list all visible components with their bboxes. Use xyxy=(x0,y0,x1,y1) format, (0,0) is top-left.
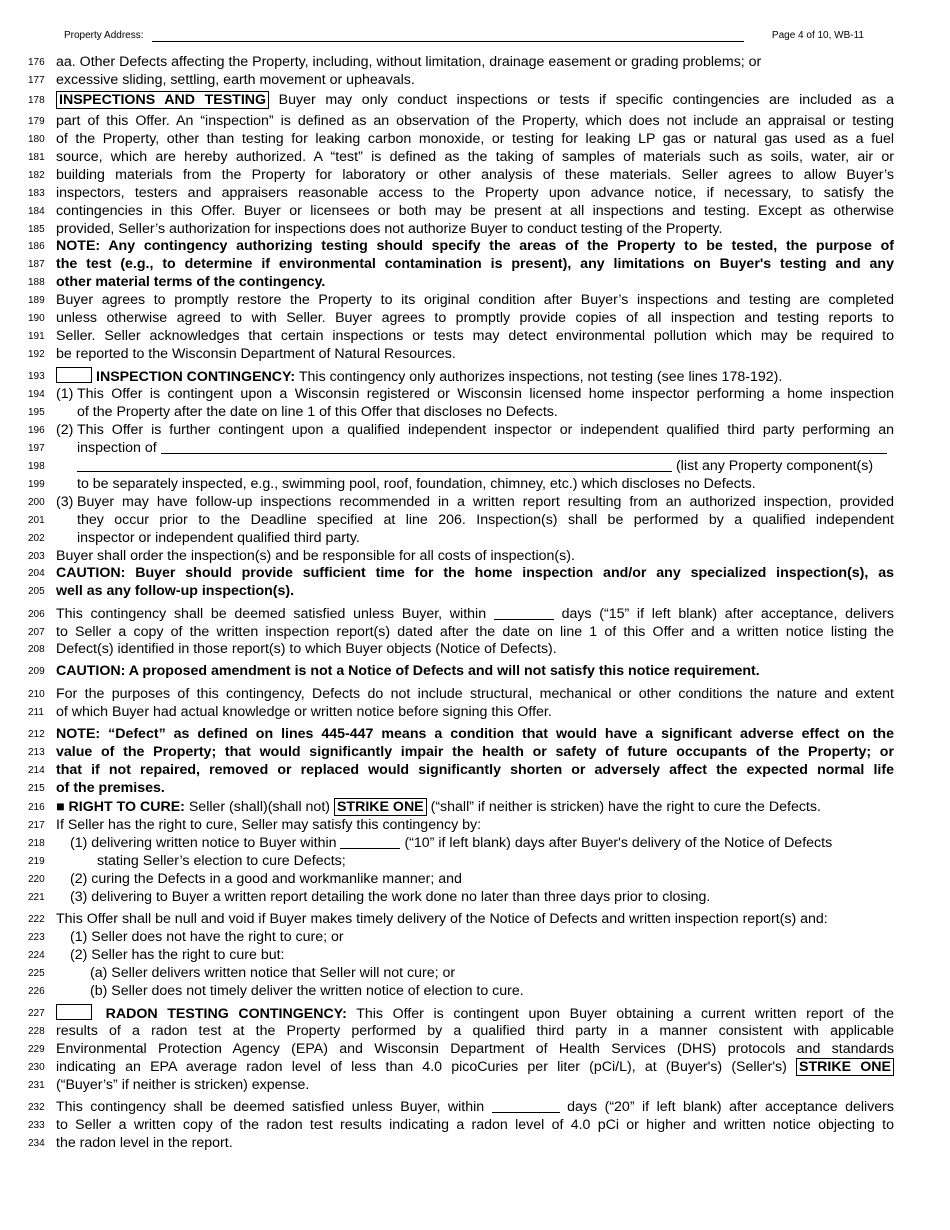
form-line xyxy=(0,71,950,89)
line-number: 223 xyxy=(28,932,45,943)
form-line xyxy=(0,1004,950,1022)
form-line xyxy=(0,816,950,834)
form-line xyxy=(0,421,950,439)
caution-text: CAUTION: Buyer should provide sufficient time for the home inspection and/or any specialized inspection(s), as xyxy=(56,565,894,581)
line-text: (2) This Offer is further contingent upon a qualified independent inspector or independent qualified third party performing an xyxy=(56,422,894,438)
line-text: (a) Seller delivers written notice that Seller will not cure; or xyxy=(90,965,456,981)
line-text: of which Buyer had actual knowledge or written notice before signing this Offer. xyxy=(56,704,552,720)
form-line xyxy=(0,237,950,255)
form-line xyxy=(0,1076,950,1094)
line-number: 215 xyxy=(28,783,45,794)
line-text: INSPECTION CONTINGENCY: This contingency only authorizes inspections, not testing (see lines 178-192). xyxy=(56,367,894,386)
line-text: to Seller a written copy of the radon test results indicating a radon level of 4.0 pCi or higher and written notice objecting to xyxy=(56,1117,894,1133)
right-to-cure-heading: ■ RIGHT TO CURE: xyxy=(56,799,185,815)
inspection-contingency-checkbox[interactable] xyxy=(56,367,92,383)
line-number: 208 xyxy=(28,644,45,655)
line-number: 203 xyxy=(28,551,45,562)
line-number: 194 xyxy=(28,389,45,400)
form-line xyxy=(0,703,950,721)
form-line xyxy=(0,367,950,385)
form-line xyxy=(0,928,950,946)
line-number: 184 xyxy=(28,206,45,217)
line-number: 200 xyxy=(28,497,45,508)
note-text: of the premises. xyxy=(56,780,165,796)
line-text: part of this Offer. An “inspection” is defined as an observation of the Property, which does not include an appraisal or testing xyxy=(56,113,894,129)
inspection-deadline-days-field[interactable] xyxy=(494,606,554,620)
form-line xyxy=(0,888,950,906)
line-text: of the Property, other than testing for leaking carbon monoxide, or testing for leaking LP gas or natural gas used as a fuel xyxy=(56,131,894,147)
form-line xyxy=(0,964,950,982)
form-line xyxy=(0,91,950,109)
page-number: Page 4 of 10, WB-11 xyxy=(771,30,864,41)
line-number: 176 xyxy=(28,57,45,68)
inspection-components-field[interactable] xyxy=(77,458,672,472)
line-number: 185 xyxy=(28,224,45,235)
radon-contingency-checkbox[interactable] xyxy=(56,1004,92,1020)
line-number: 210 xyxy=(28,689,45,700)
caution-text: well as any follow-up inspection(s). xyxy=(56,583,295,599)
note-text: value of the Property; that would significantly impair the health or safety of future occupants of the Property; or xyxy=(56,744,894,760)
line-text: ■ RIGHT TO CURE: Seller (shall)(shall not) STRIKE ONE (“shall” if neither is stricken) have the right to cure the Defects. xyxy=(56,799,821,815)
line-text: (list any Property component(s) xyxy=(77,457,894,475)
line-text: stating Seller’s election to cure Defects; xyxy=(97,853,346,869)
form-line xyxy=(0,385,950,403)
line-number: 233 xyxy=(28,1120,45,1131)
line-number: 181 xyxy=(28,152,45,163)
form-line xyxy=(0,327,950,345)
form-line xyxy=(0,493,950,511)
line-number: 189 xyxy=(28,295,45,306)
line-text: Defect(s) identified in those report(s) to which Buyer objects (Notice of Defects). xyxy=(56,641,557,657)
form-line xyxy=(0,130,950,148)
line-number: 206 xyxy=(28,609,45,620)
line-text: (“Buyer’s” if neither is stricken) expense. xyxy=(56,1077,310,1093)
line-number: 219 xyxy=(28,856,45,867)
line-number: 227 xyxy=(28,1008,45,1019)
property-address-field[interactable] xyxy=(152,41,744,42)
line-number: 221 xyxy=(28,892,45,903)
line-number: 188 xyxy=(28,277,45,288)
line-text: RADON TESTING CONTINGENCY: This Offer is contingent upon Buyer obtaining a current written report of the xyxy=(56,1004,894,1023)
line-number: 229 xyxy=(28,1044,45,1055)
line-number: 231 xyxy=(28,1080,45,1091)
line-text: the radon level in the report. xyxy=(56,1135,233,1151)
form-line xyxy=(0,605,950,623)
line-text: building materials from the Property for laboratory or other analysis of these materials. Seller agrees to allow Buyer’s xyxy=(56,167,894,183)
note-text: that if not repaired, removed or replaced would significantly shorten or adversely affect the expected normal life xyxy=(56,762,894,778)
line-text: (3) Buyer may have follow-up inspections recommended in a written report resulting from an authorized inspection, provided xyxy=(56,494,894,510)
line-text: (1) delivering written notice to Buyer within (“10” if left blank) days after Buyer's delivery of the Notice of Defects xyxy=(70,835,833,851)
line-text: (2) Seller has the right to cure but: xyxy=(70,947,285,963)
line-text: This contingency shall be deemed satisfied unless Buyer, within days (“15” if left blank) after acceptance, delivers xyxy=(56,606,894,622)
form-line xyxy=(0,345,950,363)
form-line xyxy=(0,743,950,761)
form-line xyxy=(0,529,950,547)
line-number: 201 xyxy=(28,515,45,526)
line-text: they occur prior to the Deadline specified at line 206. Inspection(s) shall be performed by a qualified independent xyxy=(77,512,894,528)
line-number: 207 xyxy=(28,627,45,638)
note-text: NOTE: “Defect” as defined on lines 445-447 means a condition that would have a significant adverse effect on the xyxy=(56,726,894,742)
line-number: 226 xyxy=(28,986,45,997)
line-number: 204 xyxy=(28,568,45,579)
line-number: 191 xyxy=(28,331,45,342)
line-number: 187 xyxy=(28,259,45,270)
line-text: (2) curing the Defects in a good and workmanlike manner; and xyxy=(70,871,462,887)
line-text: unless otherwise agreed to with Seller. Buyer agrees to promptly provide copies of all inspection and testing reports to xyxy=(56,310,894,326)
form-line xyxy=(0,1134,950,1152)
line-text: If Seller has the right to cure, Seller may satisfy this contingency by: xyxy=(56,817,482,833)
form-line xyxy=(0,725,950,743)
strike-one-label: STRIKE ONE xyxy=(334,798,427,816)
line-text: Buyer shall order the inspection(s) and be responsible for all costs of inspection(s). xyxy=(56,548,575,564)
form-line xyxy=(0,475,950,493)
line-number: 214 xyxy=(28,765,45,776)
line-text: (1) Seller does not have the right to cure; or xyxy=(70,929,344,945)
note-text: the test (e.g., to determine if environmental contamination is present), any limitations on Buyer's testing and any xyxy=(56,256,894,272)
line-text: contingencies in this Offer. Buyer or licensees or both may be present at all inspections and testing. Except as otherwise xyxy=(56,203,894,219)
form-line xyxy=(0,982,950,1000)
line-number: 186 xyxy=(28,241,45,252)
line-number: 234 xyxy=(28,1138,45,1149)
form-line xyxy=(0,273,950,291)
form-line xyxy=(0,309,950,327)
line-number: 217 xyxy=(28,820,45,831)
line-number: 211 xyxy=(28,707,44,718)
note-text: other material terms of the contingency. xyxy=(56,274,326,290)
line-text: be reported to the Wisconsin Department of Natural Resources. xyxy=(56,346,456,362)
contingency-heading: INSPECTION CONTINGENCY: xyxy=(96,369,296,385)
line-number: 192 xyxy=(28,349,45,360)
line-text: Seller. Seller acknowledges that certain inspections or tests may detect environmental pollution which may be required to xyxy=(56,328,894,344)
form-line xyxy=(0,798,950,816)
form-line xyxy=(0,1116,950,1134)
line-number: 224 xyxy=(28,950,45,961)
line-number: 190 xyxy=(28,313,45,324)
form-line xyxy=(0,403,950,421)
line-text: provided, Seller’s authorization for inspections does not authorize Buyer to conduct testing of the Property. xyxy=(56,221,723,237)
line-text: of the Property after the date on line 1 of this Offer that discloses no Defects. xyxy=(77,404,558,420)
line-text: indicating an EPA average radon level of less than 4.0 picoCuries per liter (pCi/L), at (Buyer's) (Seller's) STRIKE ONE xyxy=(56,1058,894,1076)
form-line xyxy=(0,779,950,797)
line-number: 183 xyxy=(28,188,45,199)
line-number: 177 xyxy=(28,75,45,86)
form-line xyxy=(0,148,950,166)
line-text: to be separately inspected, e.g., swimming pool, roof, foundation, chimney, etc.) which discloses no Defects. xyxy=(77,476,756,492)
line-number: 212 xyxy=(28,729,45,740)
page-header xyxy=(64,30,864,44)
line-text: inspector or independent qualified third party. xyxy=(77,530,360,546)
form-line xyxy=(0,946,950,964)
line-text: to Seller a copy of the written inspection report(s) dated after the date on line 1 of this Offer and a written notice listing the xyxy=(56,624,894,640)
line-text: source, which are hereby authorized. A “test” is defined as the taking of samples of materials such as soils, water, air or xyxy=(56,149,894,165)
form-line xyxy=(0,582,950,600)
line-number: 197 xyxy=(28,443,45,454)
form-line xyxy=(0,834,950,852)
line-text: (3) delivering to Buyer a written report detailing the work done no later than three days prior to closing. xyxy=(70,889,711,905)
form-line xyxy=(0,623,950,641)
form-line xyxy=(0,184,950,202)
line-text: INSPECTIONS AND TESTING Buyer may only conduct inspections or tests if specific contingencies are included as a xyxy=(56,91,894,109)
form-line xyxy=(0,53,950,71)
form-line xyxy=(0,1040,950,1058)
line-text: This Offer shall be null and void if Buyer makes timely delivery of the Notice of Defects and written inspection report(s) and: xyxy=(56,911,828,927)
form-line xyxy=(0,761,950,779)
line-number: 205 xyxy=(28,586,45,597)
radon-deadline-days-field[interactable] xyxy=(492,1099,560,1113)
line-number: 198 xyxy=(28,461,45,472)
form-line xyxy=(0,202,950,220)
line-number: 196 xyxy=(28,425,45,436)
property-address-label: Property Address: xyxy=(64,30,144,41)
line-number: 222 xyxy=(28,914,45,925)
form-line xyxy=(0,547,950,565)
line-number: 213 xyxy=(28,747,45,758)
form-line xyxy=(0,662,950,680)
form-line xyxy=(0,511,950,529)
line-number: 178 xyxy=(28,95,45,106)
line-text: (1) This Offer is contingent upon a Wisconsin registered or Wisconsin licensed home inspector performing a home inspection xyxy=(56,386,894,402)
form-line xyxy=(0,439,950,457)
line-text: Environmental Protection Agency (EPA) and Wisconsin Department of Health Services (DHS) protocols and standards xyxy=(56,1041,894,1057)
line-number: 195 xyxy=(28,407,45,418)
form-line xyxy=(0,220,950,238)
line-text: aa. Other Defects affecting the Property, including, without limitation, drainage easement or grading problems; or xyxy=(56,54,762,70)
form-line xyxy=(0,564,950,582)
strike-one-label: STRIKE ONE xyxy=(796,1058,894,1076)
line-number: 199 xyxy=(28,479,45,490)
line-text: excessive sliding, settling, earth movement or upheavals. xyxy=(56,72,415,88)
form-line xyxy=(0,910,950,928)
line-text: This contingency shall be deemed satisfied unless Buyer, within days (“20” if left blank) after acceptance delivers xyxy=(56,1099,894,1115)
form-line xyxy=(0,291,950,309)
line-number: 193 xyxy=(28,371,45,382)
inspection-of-field[interactable] xyxy=(161,440,887,454)
form-line xyxy=(0,112,950,130)
line-number: 220 xyxy=(28,874,45,885)
form-line xyxy=(0,685,950,703)
line-text: inspection of xyxy=(77,439,894,457)
note-text: NOTE: Any contingency authorizing testing should specify the areas of the Property to be tested, the purpose of xyxy=(56,238,894,254)
form-line xyxy=(0,1022,950,1040)
line-number: 180 xyxy=(28,134,45,145)
line-number: 228 xyxy=(28,1026,45,1037)
cure-notice-days-field[interactable] xyxy=(340,835,400,849)
caution-text: CAUTION: A proposed amendment is not a Notice of Defects and will not satisfy this notice requirement. xyxy=(56,663,760,679)
line-number: 216 xyxy=(28,802,45,813)
form-line xyxy=(0,255,950,273)
line-number: 218 xyxy=(28,838,45,849)
line-number: 182 xyxy=(28,170,45,181)
line-text: For the purposes of this contingency, Defects do not include structural, mechanical or other conditions the nature and extent xyxy=(56,686,894,702)
line-number: 202 xyxy=(28,533,45,544)
line-text: (b) Seller does not timely deliver the written notice of election to cure. xyxy=(90,983,524,999)
form-line xyxy=(0,852,950,870)
form-line xyxy=(0,1098,950,1116)
form-line xyxy=(0,457,950,475)
line-text: results of a radon test at the Property performed by a qualified third party in a manner consistent with applicable xyxy=(56,1023,894,1039)
line-number: 230 xyxy=(28,1062,45,1073)
line-number: 232 xyxy=(28,1102,45,1113)
line-text: Buyer agrees to promptly restore the Property to its original condition after Buyer’s inspections and testing are completed xyxy=(56,292,894,308)
form-line xyxy=(0,870,950,888)
line-number: 179 xyxy=(28,116,45,127)
form-line xyxy=(0,640,950,658)
section-heading: INSPECTIONS AND TESTING xyxy=(56,91,269,109)
line-text: inspectors, testers and appraisers reasonable access to the Property upon advance notice, if necessary, to satisfy the xyxy=(56,185,894,201)
line-number: 225 xyxy=(28,968,45,979)
form-line xyxy=(0,1058,950,1076)
contingency-heading: RADON TESTING CONTINGENCY: xyxy=(105,1006,347,1022)
line-number: 209 xyxy=(28,666,45,677)
form-line xyxy=(0,166,950,184)
